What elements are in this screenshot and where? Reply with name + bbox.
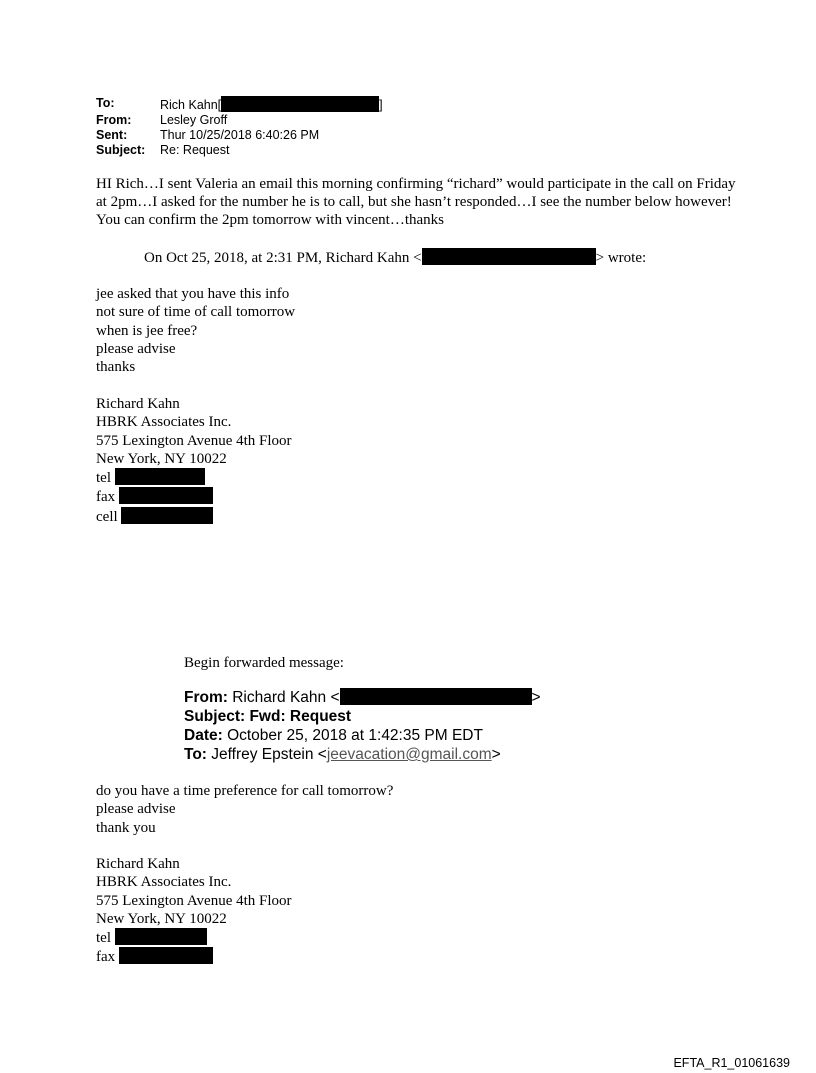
sent-value: Thur 10/25/2018 6:40:26 PM — [160, 128, 320, 142]
signature-city: New York, NY 10022 — [96, 910, 227, 927]
message-line: please advise — [96, 801, 176, 818]
fwd-date-row: Date: October 25, 2018 at 1:42:35 PM EDT — [184, 727, 483, 744]
message-line: please advise — [96, 340, 176, 357]
signature-block — [96, 395, 292, 526]
from-label: From: — [96, 113, 132, 127]
redaction-box — [422, 248, 596, 265]
redaction-box — [221, 96, 379, 112]
forwarded-header — [184, 688, 541, 764]
header-to-row — [96, 96, 383, 113]
reply-body: HI Rich…I sent Valeria an email this morning confirming “richard” would participate in the call on Friday at 2pm…I asked for the number he is to call, but she hasn’t responded…I see the number below however! You can confirm the 2pm tomorrow with vincent…thanks — [96, 176, 736, 228]
signature-fax: fax — [96, 947, 292, 966]
message-line: jee asked that you have this info — [96, 286, 290, 302]
to-label: To: — [96, 96, 115, 110]
redaction-box — [340, 688, 532, 705]
signature-city: New York, NY 10022 — [96, 450, 227, 467]
redaction-box — [115, 468, 205, 485]
message-line: thank you — [96, 819, 156, 836]
signature-company: HBRK Associates Inc. — [96, 414, 232, 431]
header-from-row — [96, 113, 383, 128]
signature-tel: tel — [96, 928, 292, 947]
fwd-to-row: To: Jeffrey Epstein <jeevacation@gmail.com> — [184, 746, 501, 763]
email-header — [96, 96, 383, 158]
to-value: Rich Kahn[ ] — [160, 98, 383, 112]
fwd-subject-row: Subject: Fwd: Request — [184, 708, 352, 725]
email-link[interactable]: jeevacation@gmail.com — [326, 746, 492, 763]
signature-address: 575 Lexington Avenue 4th Floor — [96, 892, 292, 909]
quoted-message — [96, 285, 295, 376]
sent-label: Sent: — [96, 128, 128, 142]
forwarded-message — [96, 782, 393, 837]
signature-tel: tel — [96, 468, 292, 487]
signature-address: 575 Lexington Avenue 4th Floor — [96, 432, 292, 449]
message-line: thanks — [96, 359, 136, 376]
signature-company: HBRK Associates Inc. — [96, 874, 232, 891]
fwd-from-row: From: Richard Kahn < > — [184, 689, 541, 706]
signature-name: Richard Kahn — [96, 396, 180, 412]
message-line: when is jee free? — [96, 322, 198, 339]
subject-label: Subject: — [96, 143, 146, 157]
header-sent-row — [96, 128, 383, 143]
redaction-box — [119, 947, 213, 964]
subject-value: Re: Request — [160, 143, 230, 157]
from-value: Lesley Groff — [160, 113, 228, 127]
quote-intro: On Oct 25, 2018, at 2:31 PM, Richard Kahn < > wrote: — [144, 250, 647, 266]
signature-block — [96, 855, 292, 967]
redaction-box — [115, 928, 207, 945]
redaction-box — [119, 487, 213, 504]
document-id: EFTA_R1_01061639 — [673, 1056, 790, 1070]
message-line: do you have a time preference for call tomorrow? — [96, 783, 394, 799]
header-subject-row — [96, 143, 383, 158]
signature-name: Richard Kahn — [96, 856, 180, 872]
signature-cell: cell — [96, 507, 292, 526]
message-line: not sure of time of call tomorrow — [96, 304, 296, 321]
signature-fax: fax — [96, 487, 292, 506]
redaction-box — [121, 507, 213, 524]
forwarded-label: Begin forwarded message: — [184, 655, 344, 671]
